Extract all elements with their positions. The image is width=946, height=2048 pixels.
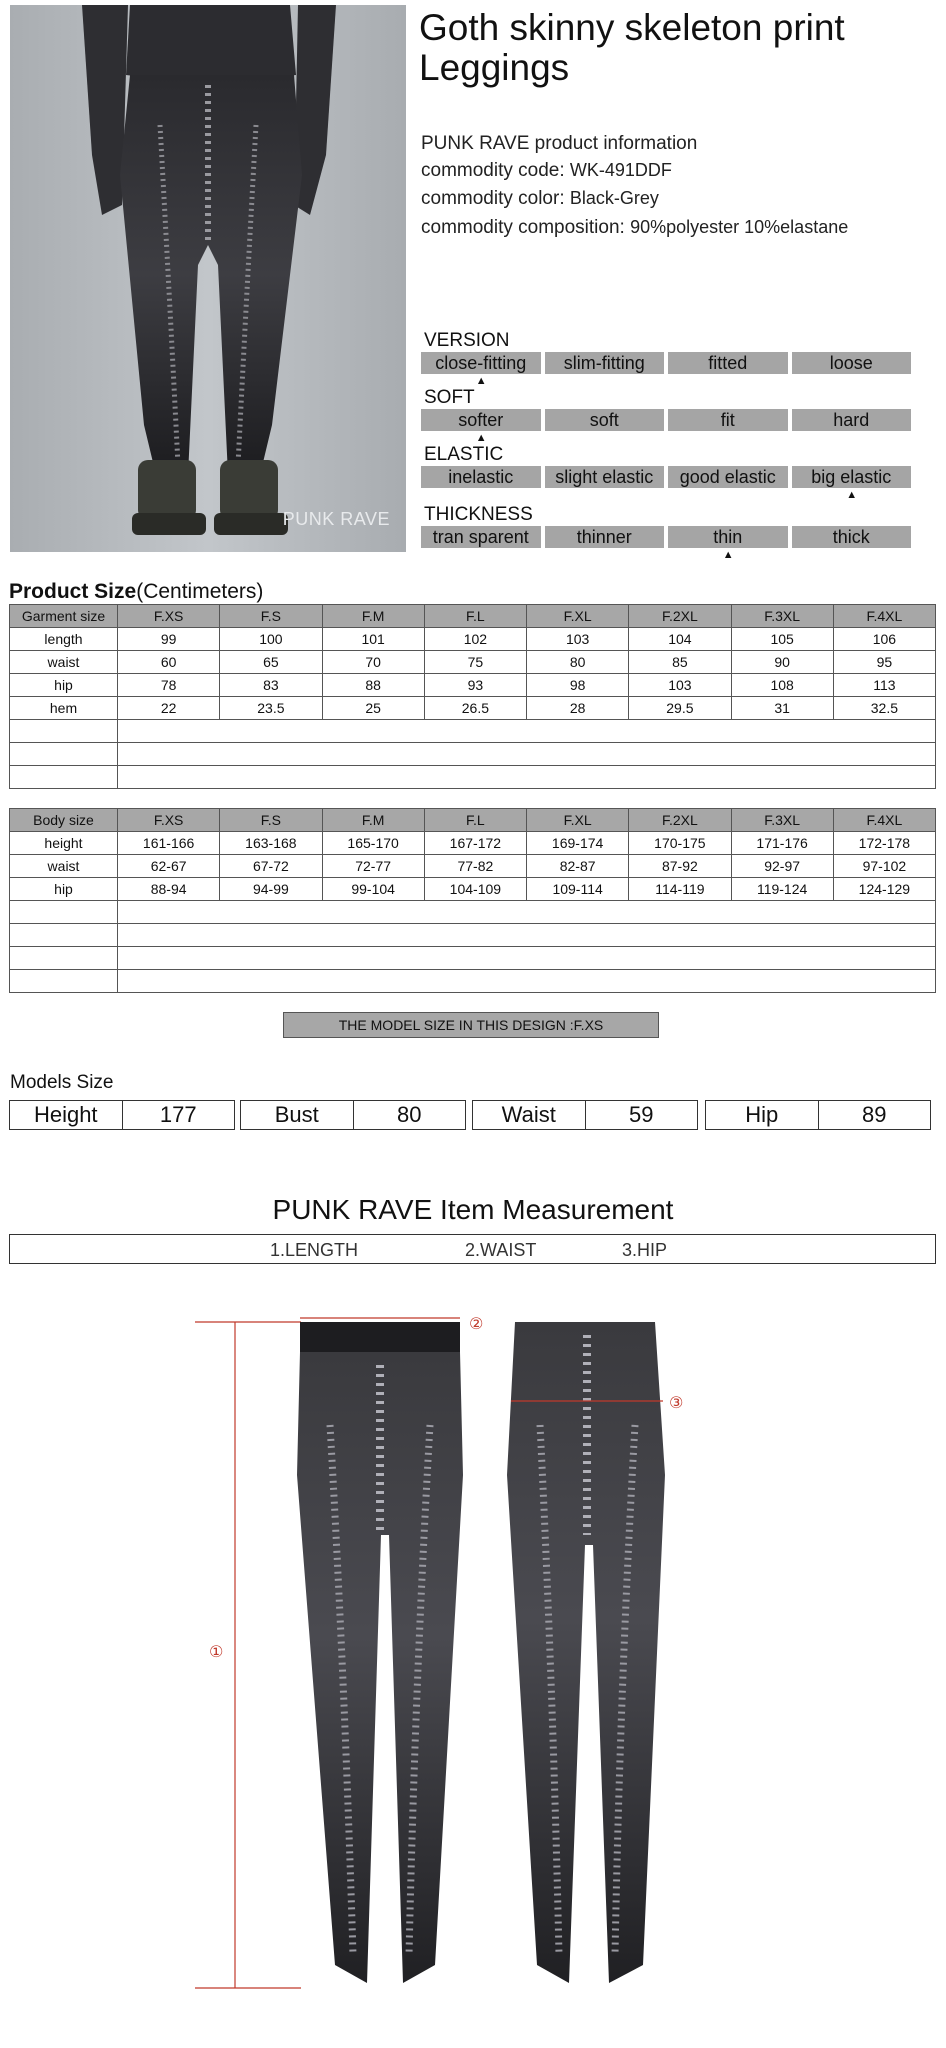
model-size-note: THE MODEL SIZE IN THIS DESIGN :F.XS (283, 1012, 659, 1038)
model-measure-waist (472, 1100, 698, 1130)
empty-cell (10, 947, 118, 970)
empty-row (10, 924, 936, 947)
code-value: WK-491DDF (569, 160, 672, 180)
header-cell: F.S (220, 809, 322, 832)
table-cell: 113 (833, 674, 935, 697)
table-cell: 87-92 (629, 855, 731, 878)
table-cell: hip (10, 674, 118, 697)
attr-option: fit (668, 409, 788, 431)
table-cell: 80 (527, 651, 629, 674)
code-label: commodity code: (421, 160, 565, 181)
table-cell: hip (10, 878, 118, 901)
measurement-title: PUNK RAVE Item Measurement (272, 1194, 674, 1225)
table-cell: 75 (424, 651, 526, 674)
attr-option: thinner (545, 526, 665, 548)
table-header-row (10, 605, 936, 628)
table-cell: 103 (629, 674, 731, 697)
attr-option: fitted (668, 352, 788, 374)
table-cell: 100 (220, 628, 322, 651)
table-cell: 101 (322, 628, 424, 651)
table-row (10, 832, 936, 855)
attr-option: close-fitting (421, 352, 541, 374)
table-cell: 60 (118, 651, 220, 674)
measurement-item-hip: 3.HIP (622, 1240, 668, 1260)
product-size-unit: (Centimeters) (136, 580, 264, 603)
model-measure-label: Waist (501, 1102, 556, 1127)
table-cell: 119-124 (731, 878, 833, 901)
composition-value: 90%polyester 10%elastane (630, 217, 849, 237)
attr-label-elastic: ELASTIC (424, 444, 504, 465)
attr-option: good elastic (668, 466, 788, 488)
attr-option: slim-fitting (545, 352, 665, 374)
header-cell: F.3XL (731, 809, 833, 832)
empty-row (10, 720, 936, 743)
product-size-table (9, 604, 936, 789)
empty-cell (10, 970, 118, 993)
header-cell: Body size (10, 809, 118, 832)
empty-cell (118, 970, 936, 993)
empty-cell (118, 947, 936, 970)
models-size-heading: Models Size (10, 1072, 114, 1093)
header-cell: F.XS (118, 605, 220, 628)
table-cell: 93 (424, 674, 526, 697)
table-cell: 98 (527, 674, 629, 697)
table-cell: 70 (322, 651, 424, 674)
table-cell: 161-166 (118, 832, 220, 855)
header-cell: F.4XL (833, 605, 935, 628)
measurement-item-waist: 2.WAIST (465, 1240, 537, 1260)
selected-marker-icon: ▲ (475, 375, 487, 387)
empty-cell (10, 901, 118, 924)
empty-row (10, 947, 936, 970)
table-cell: 62-67 (118, 855, 220, 878)
table-cell: 29.5 (629, 697, 731, 720)
table-cell: 108 (731, 674, 833, 697)
measurement-diagram (195, 1305, 755, 1995)
table-row (10, 628, 936, 651)
table-cell: 25 (322, 697, 424, 720)
empty-cell (118, 924, 936, 947)
empty-cell (10, 924, 118, 947)
empty-row (10, 901, 936, 924)
table-cell: 167-172 (424, 832, 526, 855)
selected-marker-icon: ▲ (722, 549, 734, 561)
table-cell: 95 (833, 651, 935, 674)
table-cell: waist (10, 855, 118, 878)
header-cell: F.2XL (629, 605, 731, 628)
table-cell: 170-175 (629, 832, 731, 855)
commodity-color (421, 188, 659, 210)
empty-cell (118, 720, 936, 743)
commodity-code (421, 160, 672, 182)
marker-3: ③ (669, 1393, 684, 1412)
empty-cell (118, 743, 936, 766)
model-measure-hip (705, 1100, 931, 1130)
table-cell: 78 (118, 674, 220, 697)
attr-scale-soft (421, 409, 911, 431)
table-cell: 99-104 (322, 878, 424, 901)
attr-option: thin (668, 526, 788, 548)
header-cell: F.4XL (833, 809, 935, 832)
header-cell: F.L (424, 605, 526, 628)
selected-marker-icon: ▲ (475, 432, 487, 444)
attr-scale-elastic (421, 466, 911, 488)
table-row (10, 651, 936, 674)
empty-cell (118, 766, 936, 789)
composition-label: commodity composition: (421, 217, 625, 238)
table-cell: 169-174 (527, 832, 629, 855)
attr-option: tran sparent (421, 526, 541, 548)
header-cell: F.XL (527, 809, 629, 832)
table-cell: 83 (220, 674, 322, 697)
table-cell: 172-178 (833, 832, 935, 855)
table-cell: 23.5 (220, 697, 322, 720)
table-cell: 72-77 (322, 855, 424, 878)
table-cell: 165-170 (322, 832, 424, 855)
table-cell: 99 (118, 628, 220, 651)
table-cell: hem (10, 697, 118, 720)
table-cell: 32.5 (833, 697, 935, 720)
back-leggings (507, 1322, 665, 1983)
header-cell: F.XL (527, 605, 629, 628)
empty-row (10, 743, 936, 766)
table-cell: 28 (527, 697, 629, 720)
attr-label-version: VERSION (424, 330, 510, 351)
table-cell: length (10, 628, 118, 651)
table-cell: 26.5 (424, 697, 526, 720)
table-cell: 124-129 (833, 878, 935, 901)
attr-option: inelastic (421, 466, 541, 488)
table-cell: 163-168 (220, 832, 322, 855)
model-measure-value: 89 (818, 1101, 931, 1129)
table-cell: 65 (220, 651, 322, 674)
info-header: PUNK RAVE product information (421, 133, 698, 154)
table-cell: 22 (118, 697, 220, 720)
header-cell: F.XS (118, 809, 220, 832)
table-cell: 94-99 (220, 878, 322, 901)
attr-option: loose (792, 352, 912, 374)
empty-cell (10, 743, 118, 766)
header-cell: F.M (322, 605, 424, 628)
selected-marker-icon: ▲ (846, 489, 858, 501)
attr-option: soft (545, 409, 665, 431)
model-measure-label: Height (33, 1102, 98, 1127)
attr-label-soft: SOFT (424, 387, 475, 408)
table-cell: 97-102 (833, 855, 935, 878)
attr-label-thickness: THICKNESS (424, 504, 533, 525)
empty-row (10, 970, 936, 993)
empty-cell (118, 901, 936, 924)
table-cell: 92-97 (731, 855, 833, 878)
header-cell: Garment size (10, 605, 118, 628)
empty-cell (10, 766, 118, 789)
body-size-table (9, 808, 936, 993)
model-measure-value: 80 (353, 1101, 466, 1129)
product-size-title: Product Size (9, 580, 137, 603)
attr-option: thick (792, 526, 912, 548)
header-cell: F.S (220, 605, 322, 628)
table-cell: 82-87 (527, 855, 629, 878)
table-row (10, 878, 936, 901)
table-cell: 88-94 (118, 878, 220, 901)
table-row (10, 674, 936, 697)
model-measure-label: Hip (745, 1102, 779, 1127)
model-measure-bust (240, 1100, 466, 1130)
model-measure-value: 177 (122, 1101, 235, 1129)
attr-option: big elastic (792, 466, 912, 488)
marker-2: ② (469, 1314, 484, 1333)
model-measure-height (9, 1100, 235, 1130)
table-cell: 104 (629, 628, 731, 651)
table-cell: 88 (322, 674, 424, 697)
table-cell: waist (10, 651, 118, 674)
table-cell: 31 (731, 697, 833, 720)
attr-option: slight elastic (545, 466, 665, 488)
table-cell: height (10, 832, 118, 855)
header-cell: F.L (424, 809, 526, 832)
table-cell: 104-109 (424, 878, 526, 901)
table-cell: 106 (833, 628, 935, 651)
color-value: Black-Grey (569, 188, 659, 208)
table-cell: 67-72 (220, 855, 322, 878)
attr-scale-version (421, 352, 911, 374)
table-row (10, 855, 936, 878)
model-measure-value: 59 (585, 1101, 698, 1129)
commodity-composition (421, 217, 848, 239)
measurement-item-length: 1.LENGTH (270, 1240, 359, 1260)
table-cell: 85 (629, 651, 731, 674)
table-cell: 171-176 (731, 832, 833, 855)
header-cell: F.M (322, 809, 424, 832)
table-cell: 105 (731, 628, 833, 651)
table-cell: 114-119 (629, 878, 731, 901)
model-photo (10, 5, 406, 552)
color-label: commodity color: (421, 188, 565, 209)
table-cell: 109-114 (527, 878, 629, 901)
model-measure-label: Bust (274, 1102, 319, 1127)
table-cell: 90 (731, 651, 833, 674)
table-header-row (10, 809, 936, 832)
header-cell: F.2XL (629, 809, 731, 832)
empty-cell (10, 720, 118, 743)
product-title: Goth skinny skeleton print Leggings (419, 7, 845, 88)
brand-watermark: PUNK RAVE (282, 509, 390, 529)
attr-scale-thickness (421, 526, 911, 548)
header-cell: F.3XL (731, 605, 833, 628)
table-cell: 77-82 (424, 855, 526, 878)
attr-option: softer (421, 409, 541, 431)
table-cell: 102 (424, 628, 526, 651)
empty-row (10, 766, 936, 789)
model-illustration (10, 5, 406, 552)
front-leggings (297, 1322, 463, 1983)
product-size-heading (9, 580, 263, 604)
table-cell: 103 (527, 628, 629, 651)
marker-1: ① (209, 1642, 224, 1661)
table-row (10, 697, 936, 720)
attr-option: hard (792, 409, 912, 431)
